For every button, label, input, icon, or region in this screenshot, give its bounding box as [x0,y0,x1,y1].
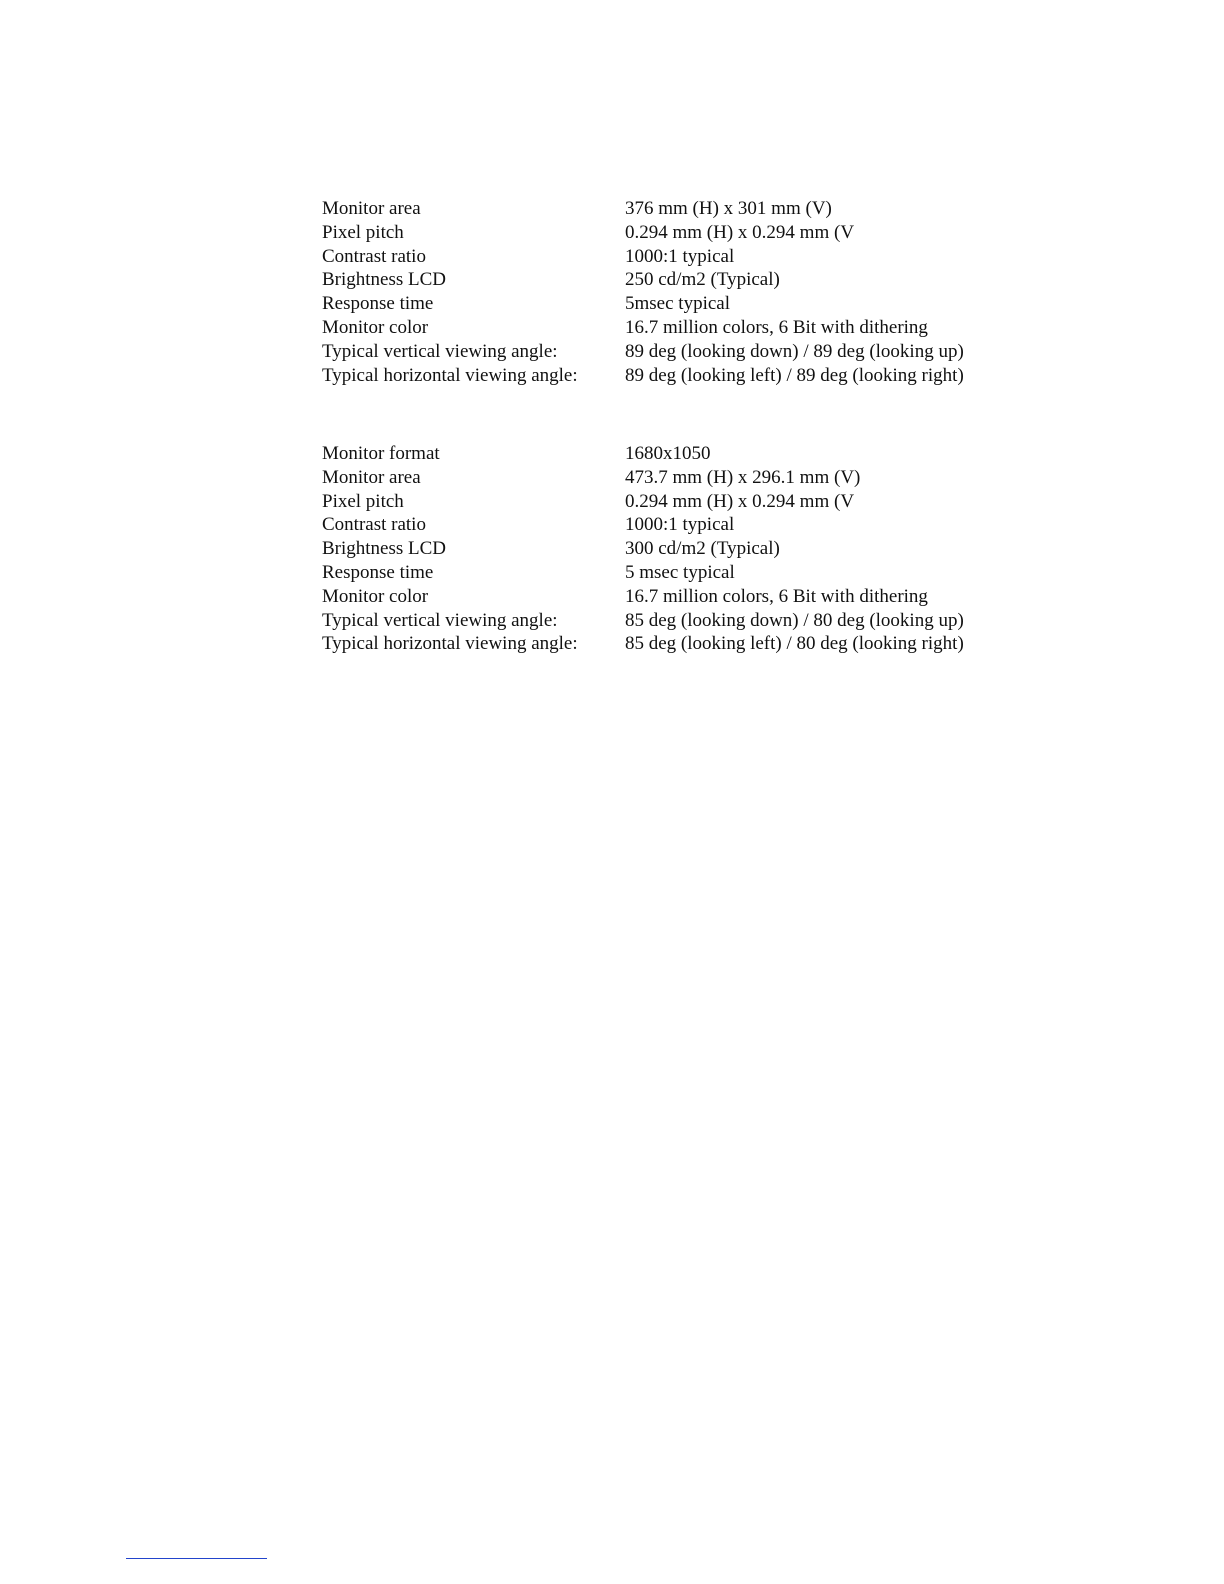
spec-value: 0.294 mm (H) x 0.294 mm (V [625,221,855,243]
spec-label: Pixel pitch [322,221,404,243]
spec-value: 85 deg (looking left) / 80 deg (looking right) [625,633,964,655]
spec-value: 376 mm (H) x 301 mm (V) [625,198,832,219]
spec-row [322,197,964,221]
spec-value: 16.7 million colors, 6 Bit with dithering [625,585,928,607]
spec-row [322,316,964,340]
spec-row [322,364,964,388]
footnote-separator [126,1558,267,1559]
spec-label: Contrast ratio [322,514,426,536]
spec-label: Monitor color [322,585,429,607]
spec-value: 473.7 mm (H) x 296.1 mm (V) [625,466,861,488]
spec-label: Monitor format [322,443,440,464]
spec-label: Contrast ratio [322,245,426,267]
spec-label: Brightness LCD [322,269,447,291]
spec-row [322,490,964,514]
spec-row [322,340,964,364]
spec-label: Typical vertical viewing angle: [322,609,558,631]
spec-value: 5 msec typical [625,561,735,583]
spec-row [322,268,964,292]
spec-label: Typical horizontal viewing angle: [322,364,578,386]
spec-row [322,245,964,269]
spec-value: 0.294 mm (H) x 0.294 mm (V [625,490,855,512]
spec-table-1 [322,197,964,387]
spec-row [322,513,964,537]
spec-value: 300 cd/m2 (Typical) [625,538,780,560]
spec-value: 85 deg (looking down) / 80 deg (looking up) [625,609,964,631]
spec-label: Response time [322,293,434,315]
spec-value: 89 deg (looking down) / 89 deg (looking up) [625,340,964,362]
spec-row [322,221,964,245]
spec-table-2 [322,442,964,656]
spec-value: 250 cd/m2 (Typical) [625,269,780,291]
spec-value: 1680x1050 [625,443,711,464]
spec-label: Monitor area [322,466,421,488]
spec-label: Monitor color [322,316,429,338]
spec-row [322,442,964,466]
spec-row [322,466,964,490]
spec-row [322,561,964,585]
spec-row [322,632,964,656]
spec-row [322,292,964,316]
spec-label: Monitor area [322,198,421,219]
spec-value: 5msec typical [625,293,730,315]
spec-value: 89 deg (looking left) / 89 deg (looking right) [625,364,964,386]
spec-value: 16.7 million colors, 6 Bit with dithering [625,316,928,338]
spec-value: 1000:1 typical [625,514,735,536]
spec-row [322,585,964,609]
spec-value: 1000:1 typical [625,245,735,267]
spec-label: Pixel pitch [322,490,404,512]
spec-label: Brightness LCD [322,538,447,560]
spec-label: Typical vertical viewing angle: [322,340,558,362]
spec-row [322,537,964,561]
spec-row [322,609,964,633]
spec-label: Typical horizontal viewing angle: [322,633,578,655]
spec-label: Response time [322,561,434,583]
